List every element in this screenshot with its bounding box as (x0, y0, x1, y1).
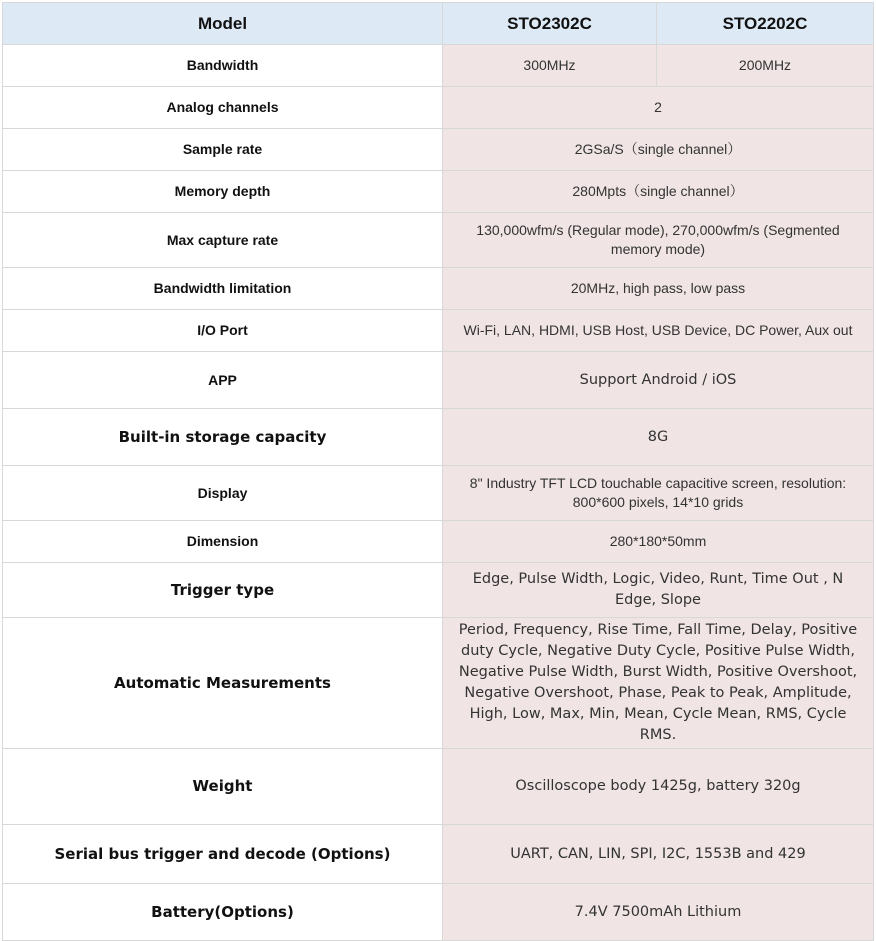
row-label-bandwidth-limitation: Bandwidth limitation (3, 268, 443, 310)
row-label-serial-bus: Serial bus trigger and decode (Options) (3, 825, 443, 884)
table-row (3, 87, 874, 129)
table-row (3, 884, 874, 941)
table-row (3, 618, 874, 749)
spec-table (2, 2, 874, 941)
row-label-sample-rate: Sample rate (3, 129, 443, 171)
serial-bus-value: UART, CAN, LIN, SPI, I2C, 1553B and 429 (443, 825, 874, 884)
table-row (3, 310, 874, 352)
auto-measurements-value: Period, Frequency, Rise Time, Fall Time, Delay, Positive duty Cycle, Negative Duty Cycle, Positive Pulse Width, Negative Pulse Width, Burst Width, Positive Overshoot, Negative Overshoot, Phase, Peak to Peak, Amplitude, High, Low, Max, Min, Mean, Cycle Mean, RMS, Cycle RMS. (443, 618, 874, 749)
table-row (3, 171, 874, 213)
row-label-io-port: I/O Port (3, 310, 443, 352)
row-label-auto-measurements: Automatic Measurements (3, 618, 443, 749)
table-row (3, 213, 874, 268)
row-label-memory-depth: Memory depth (3, 171, 443, 213)
table-row (3, 45, 874, 87)
model-sto2302c: STO2302C (443, 3, 657, 45)
bandwidth-sto2302c: 300MHz (443, 45, 657, 87)
row-label-weight: Weight (3, 749, 443, 825)
row-label-max-capture-rate: Max capture rate (3, 213, 443, 268)
header-row (3, 3, 874, 45)
table-row (3, 409, 874, 466)
table-row (3, 825, 874, 884)
analog-channels-value: 2 (443, 87, 874, 129)
trigger-type-value: Edge, Pulse Width, Logic, Video, Runt, Time Out , N Edge, Slope (443, 563, 874, 618)
dimension-value: 280*180*50mm (443, 521, 874, 563)
model-header: Model (3, 3, 443, 45)
table-row (3, 466, 874, 521)
row-label-storage: Built-in storage capacity (3, 409, 443, 466)
row-label-app: APP (3, 352, 443, 409)
battery-value: 7.4V 7500mAh Lithium (443, 884, 874, 941)
app-value: Support Android / iOS (443, 352, 874, 409)
table-row (3, 129, 874, 171)
io-port-value: Wi-Fi, LAN, HDMI, USB Host, USB Device, DC Power, Aux out (443, 310, 874, 352)
table-row (3, 563, 874, 618)
storage-value: 8G (443, 409, 874, 466)
row-label-analog-channels: Analog channels (3, 87, 443, 129)
display-value: 8" Industry TFT LCD touchable capacitive screen, resolution: 800*600 pixels, 14*10 grids (443, 466, 874, 521)
table-row (3, 352, 874, 409)
bandwidth-limitation-value: 20MHz, high pass, low pass (443, 268, 874, 310)
table-row (3, 521, 874, 563)
row-label-trigger-type: Trigger type (3, 563, 443, 618)
row-label-dimension: Dimension (3, 521, 443, 563)
row-label-display: Display (3, 466, 443, 521)
max-capture-rate-value: 130,000wfm/s (Regular mode), 270,000wfm/s (Segmented memory mode) (443, 213, 874, 268)
table-row (3, 749, 874, 825)
memory-depth-value: 280Mpts（single channel） (443, 171, 874, 213)
row-label-bandwidth: Bandwidth (3, 45, 443, 87)
model-sto2202c: STO2202C (657, 3, 874, 45)
table-row (3, 268, 874, 310)
weight-value: Oscilloscope body 1425g, battery 320g (443, 749, 874, 825)
sample-rate-value: 2GSa/S（single channel） (443, 129, 874, 171)
bandwidth-sto2202c: 200MHz (657, 45, 874, 87)
row-label-battery: Battery(Options) (3, 884, 443, 941)
